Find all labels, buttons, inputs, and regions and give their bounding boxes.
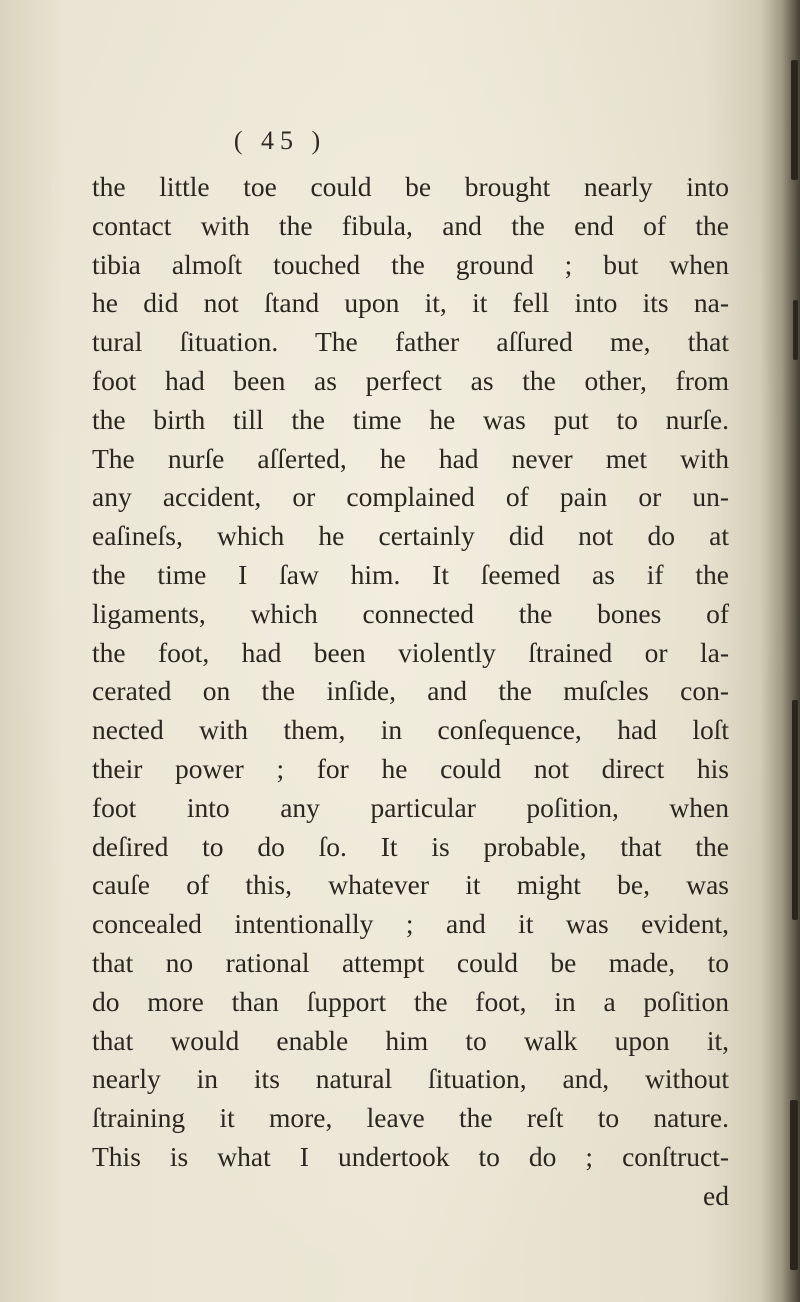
body-text xyxy=(92,168,729,1216)
text-line: that would enable him to walk upon it, xyxy=(92,1024,729,1056)
text-line: he did not ſtand upon it, it fell into its na- xyxy=(92,287,729,319)
text-line: contact with the fibula, and the end of the xyxy=(92,209,729,241)
text-line: tibia almoſt touched the ground ; but when xyxy=(92,248,729,280)
text-line: the little toe could be brought nearly into xyxy=(92,171,729,202)
text-line: the birth till the time he was put to nurſe. xyxy=(92,403,729,435)
text-line: cauſe of this, whatever it might be, was xyxy=(92,869,729,901)
text-line: the time I ſaw him. It ſeemed as if the xyxy=(92,558,729,590)
catchword: ed xyxy=(703,1179,729,1211)
text-line: tural ſituation. The father aſſured me, that xyxy=(92,326,729,358)
text-line: cerated on the inſide, and the muſcles con- xyxy=(92,675,729,707)
text-line: foot had been as perfect as the other, from xyxy=(92,364,729,396)
text-line: This is what I undertook to do ; conſtruct- xyxy=(92,1140,729,1172)
text-line: The nurſe aſſerted, he had never met with xyxy=(92,442,729,474)
text-line: do more than ſupport the foot, in a poſition xyxy=(92,985,729,1017)
text-line: deſired to do ſo. It is probable, that the xyxy=(92,830,729,862)
page-number-header: ( 45 ) xyxy=(233,126,327,155)
text-line: eaſineſs, which he certainly did not do at xyxy=(92,520,729,552)
text-line: the foot, had been violently ſtrained or la- xyxy=(92,636,729,668)
binding-edge xyxy=(791,60,798,180)
text-line: that no rational attempt could be made, to xyxy=(92,946,729,978)
text-line: nearly in its natural ſituation, and, without xyxy=(92,1063,729,1095)
binding-edge xyxy=(790,1100,798,1270)
text-line: ſtraining it more, leave the reſt to nature. xyxy=(92,1102,729,1134)
text-line: nected with them, in conſequence, had loſt xyxy=(92,714,729,746)
text-line: concealed intentionally ; and it was evident, xyxy=(92,908,729,940)
text-line: their power ; for he could not direct his xyxy=(92,752,729,784)
binding-edge xyxy=(793,300,798,360)
text-line: foot into any particular poſition, when xyxy=(92,791,729,823)
text-line: any accident, or complained of pain or un- xyxy=(92,481,729,513)
binding-edge xyxy=(792,700,798,920)
text-line: ligaments, which connected the bones of xyxy=(92,597,729,629)
